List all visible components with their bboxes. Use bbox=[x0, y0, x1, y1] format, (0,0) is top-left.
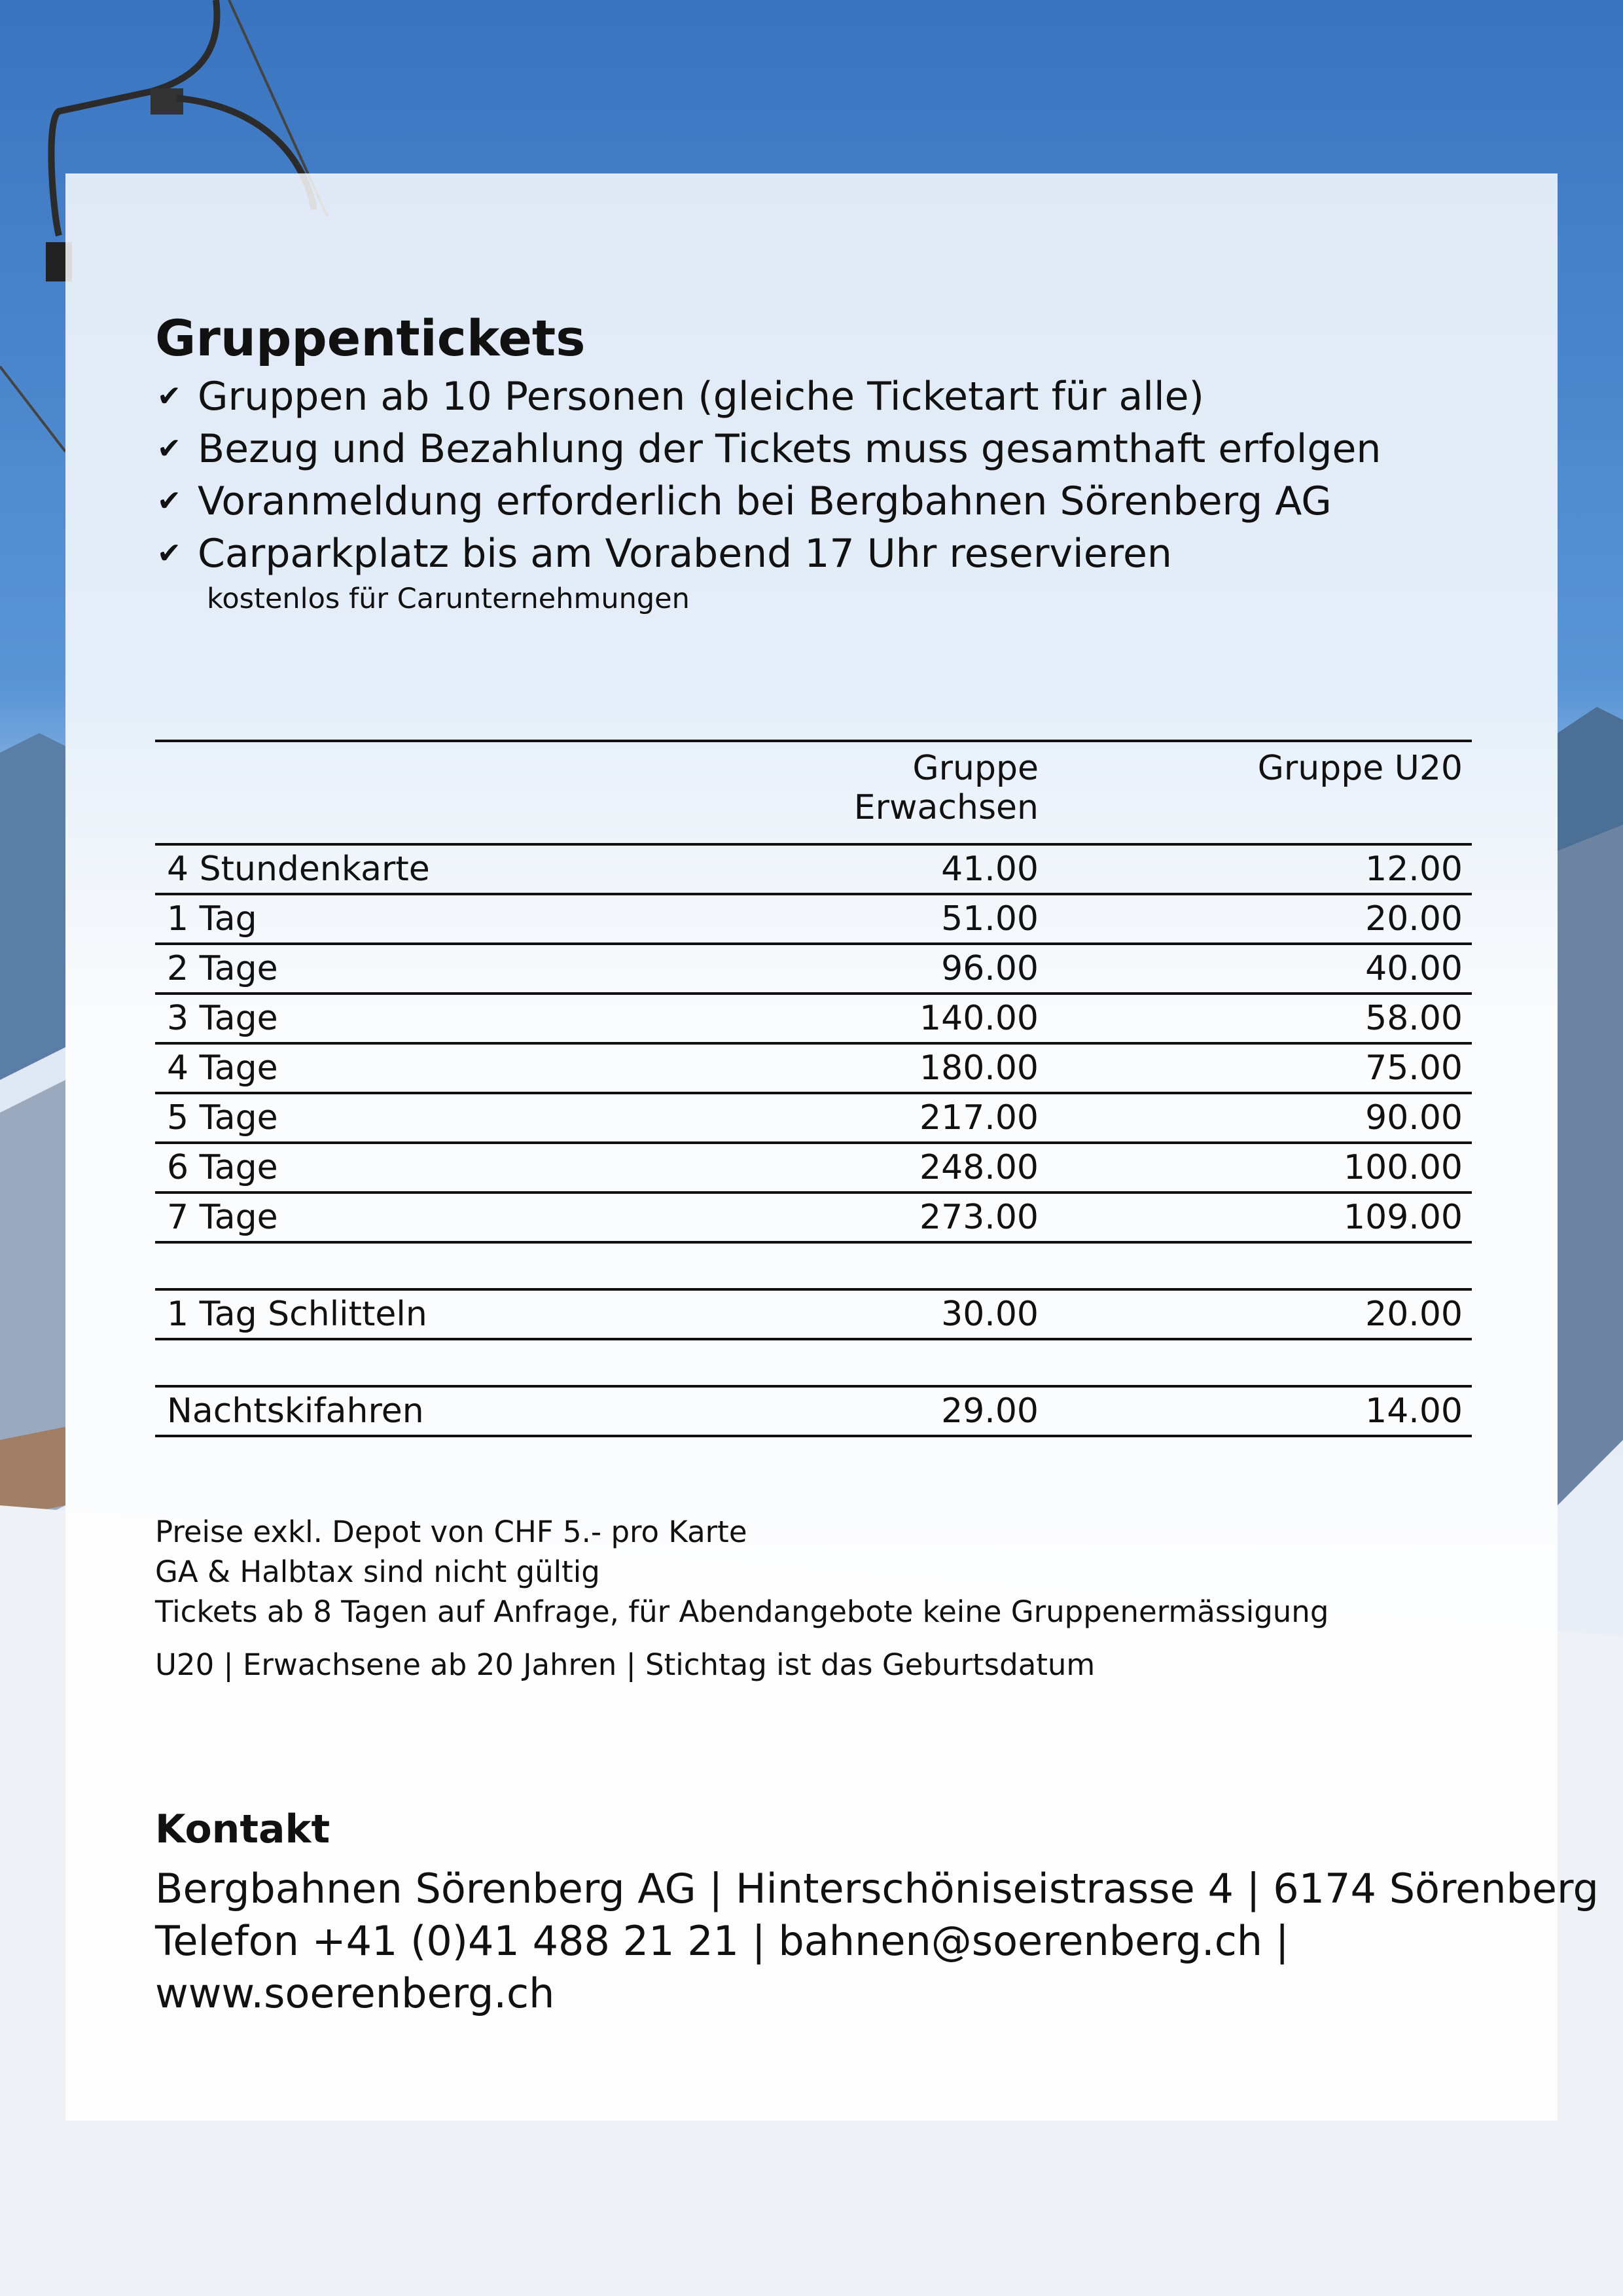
page-title: Gruppentickets bbox=[155, 309, 586, 367]
bullet-subnote: kostenlos für Carunternehmungen bbox=[207, 583, 690, 615]
table-spacer bbox=[155, 1339, 1472, 1386]
note-u20: U20 | Erwachsene ab 20 Jahren | Stichtag ist das Geburtsdatum bbox=[155, 1647, 1096, 1682]
table-row: 6 Tage 248.00 100.00 bbox=[155, 1143, 1472, 1193]
list-item: ✔ Carparkplatz bis am Vorabend 17 Uhr reservieren bbox=[157, 528, 1381, 580]
price-notes bbox=[155, 1512, 1329, 1685]
check-icon: ✔ bbox=[157, 537, 181, 570]
table-row: 1 Tag 51.00 20.00 bbox=[155, 894, 1472, 944]
note-line: GA & Halbtax sind nicht gültig bbox=[155, 1554, 600, 1589]
table-spacer bbox=[155, 1242, 1472, 1289]
list-item: ✔ Bezug und Bezahlung der Tickets muss gesamthaft erfolgen bbox=[157, 423, 1381, 475]
check-icon: ✔ bbox=[157, 380, 181, 413]
check-icon: ✔ bbox=[157, 432, 181, 465]
contact-website: www.soerenberg.ch bbox=[155, 1969, 555, 2017]
table-row: 3 Tage 140.00 58.00 bbox=[155, 994, 1472, 1043]
note-line: Preise exkl. Depot von CHF 5.- pro Karte bbox=[155, 1515, 747, 1549]
contact-block bbox=[155, 1863, 1599, 2020]
check-icon: ✔ bbox=[157, 484, 181, 518]
table-row: 4 Tage 180.00 75.00 bbox=[155, 1043, 1472, 1093]
table-row: 5 Tage 217.00 90.00 bbox=[155, 1093, 1472, 1143]
table-row: 2 Tage 96.00 40.00 bbox=[155, 944, 1472, 994]
list-item: ✔ Voranmeldung erforderlich bei Bergbahnen Sörenberg AG bbox=[157, 475, 1381, 528]
list-item: ✔ Gruppen ab 10 Personen (gleiche Ticketart für alle) bbox=[157, 370, 1381, 423]
table-row: 4 Stundenkarte 41.00 12.00 bbox=[155, 844, 1472, 894]
table-row-night: Nachtskifahren 29.00 14.00 bbox=[155, 1386, 1472, 1436]
contact-heading: Kontakt bbox=[155, 1806, 330, 1852]
table-row: 7 Tage 273.00 109.00 bbox=[155, 1193, 1472, 1242]
table-row-sledge: 1 Tag Schlitteln 30.00 20.00 bbox=[155, 1289, 1472, 1339]
table-header-row bbox=[155, 741, 1472, 844]
column-header-adult: Gruppe Erwachsen bbox=[853, 749, 1039, 827]
contact-phone-email: Telefon +41 (0)41 488 21 21 | bahnen@soerenberg.ch | bbox=[155, 1917, 1289, 1965]
note-line: Tickets ab 8 Tagen auf Anfrage, für Abendangebote keine Gruppenermässigung bbox=[155, 1594, 1329, 1629]
column-header bbox=[155, 741, 744, 844]
column-header-u20: Gruppe U20 bbox=[1257, 749, 1463, 788]
condition-list bbox=[157, 370, 1381, 580]
price-table bbox=[155, 740, 1472, 1437]
contact-address: Bergbahnen Sörenberg AG | Hinterschöniseistrasse 4 | 6174 Sörenberg bbox=[155, 1865, 1599, 1912]
